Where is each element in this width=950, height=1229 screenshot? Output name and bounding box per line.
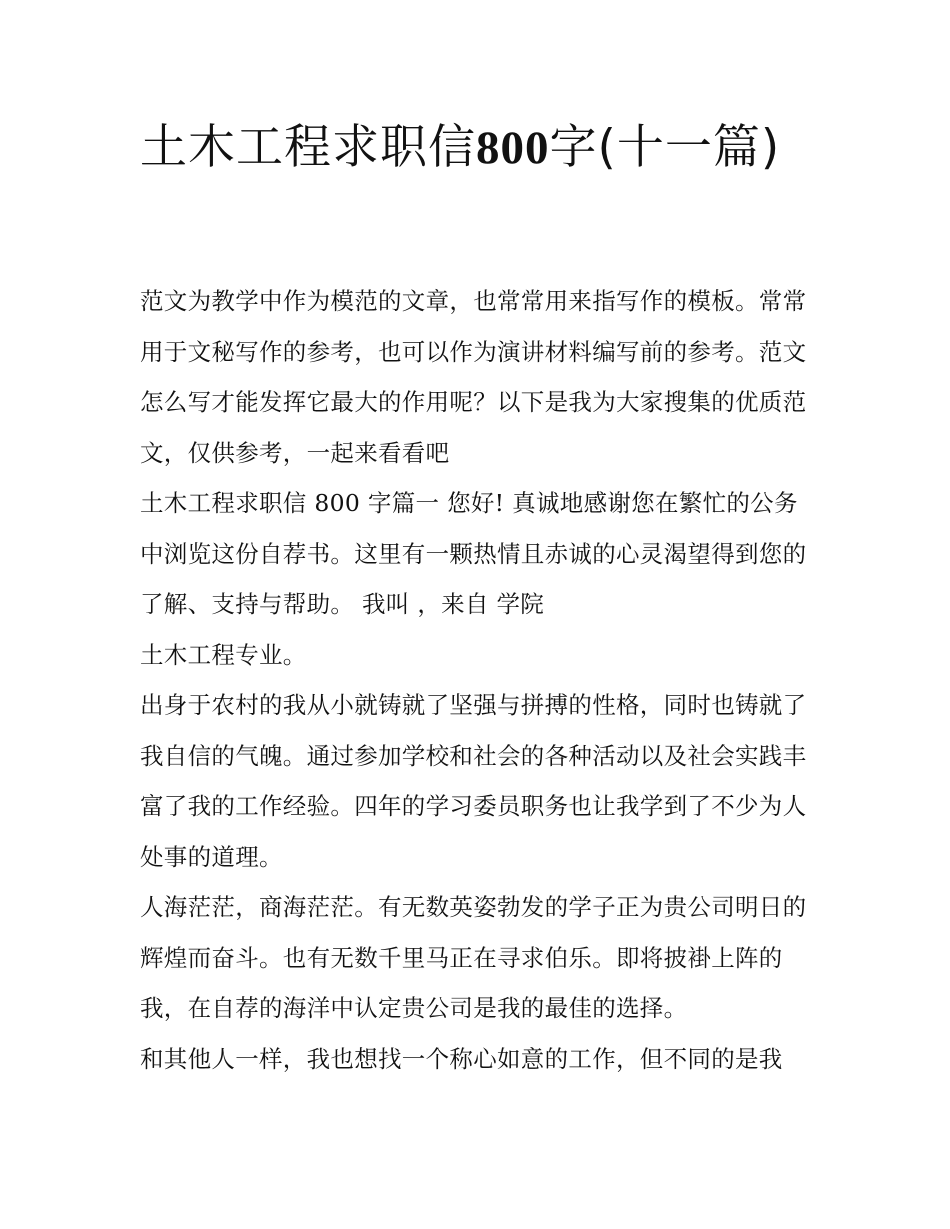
title-number: 800 xyxy=(476,122,550,174)
paragraph-background: 出身于农村的我从小就铸就了坚强与拼搏的性格，同时也铸就了我自信的气魄。通过参加学校和社会的各种活动以及社会实践丰富了我的工作经验。四年的学习委员职务也让我学到了不少为人处事的道理。 xyxy=(140,691,807,871)
title-text-suffix: 字(十一篇) xyxy=(549,120,781,175)
paragraph-choice: 人海茫茫，商海茫茫。有无数英姿勃发的学子正为贵公司明日的辉煌而奋斗。也有无数千里马正在寻求伯乐。即将披褂上阵的我，在自荐的海洋中认定贵公司是我的最佳的选择。 xyxy=(140,893,807,1022)
document-body xyxy=(140,276,816,1084)
paragraph-greeting: 土木工程求职信 800 字篇一 您好! 真诚地感谢您在繁忙的公务中浏览这份自荐书。这里有一颗热情且赤诚的心灵渴望得到您的了解、支持与帮助。 我叫 ，来自 学院 xyxy=(140,489,807,618)
page-title xyxy=(140,110,820,186)
paragraph-major: 土木工程专业。 xyxy=(140,640,307,669)
paragraph-intro: 范文为教学中作为模范的文章，也常常用来指写作的模板。常常用于文秘写作的参考，也可以作为演讲材料编写前的参考。范文怎么写才能发挥它最大的作用呢？以下是我为大家搜集的优质范文，仅供参考，一起来看看吧 xyxy=(140,287,807,467)
paragraph-closing: 和其他人一样，我也想找一个称心如意的工作，但不同的是我 xyxy=(140,1044,783,1073)
title-text: 土木工程求职信 xyxy=(140,120,476,175)
